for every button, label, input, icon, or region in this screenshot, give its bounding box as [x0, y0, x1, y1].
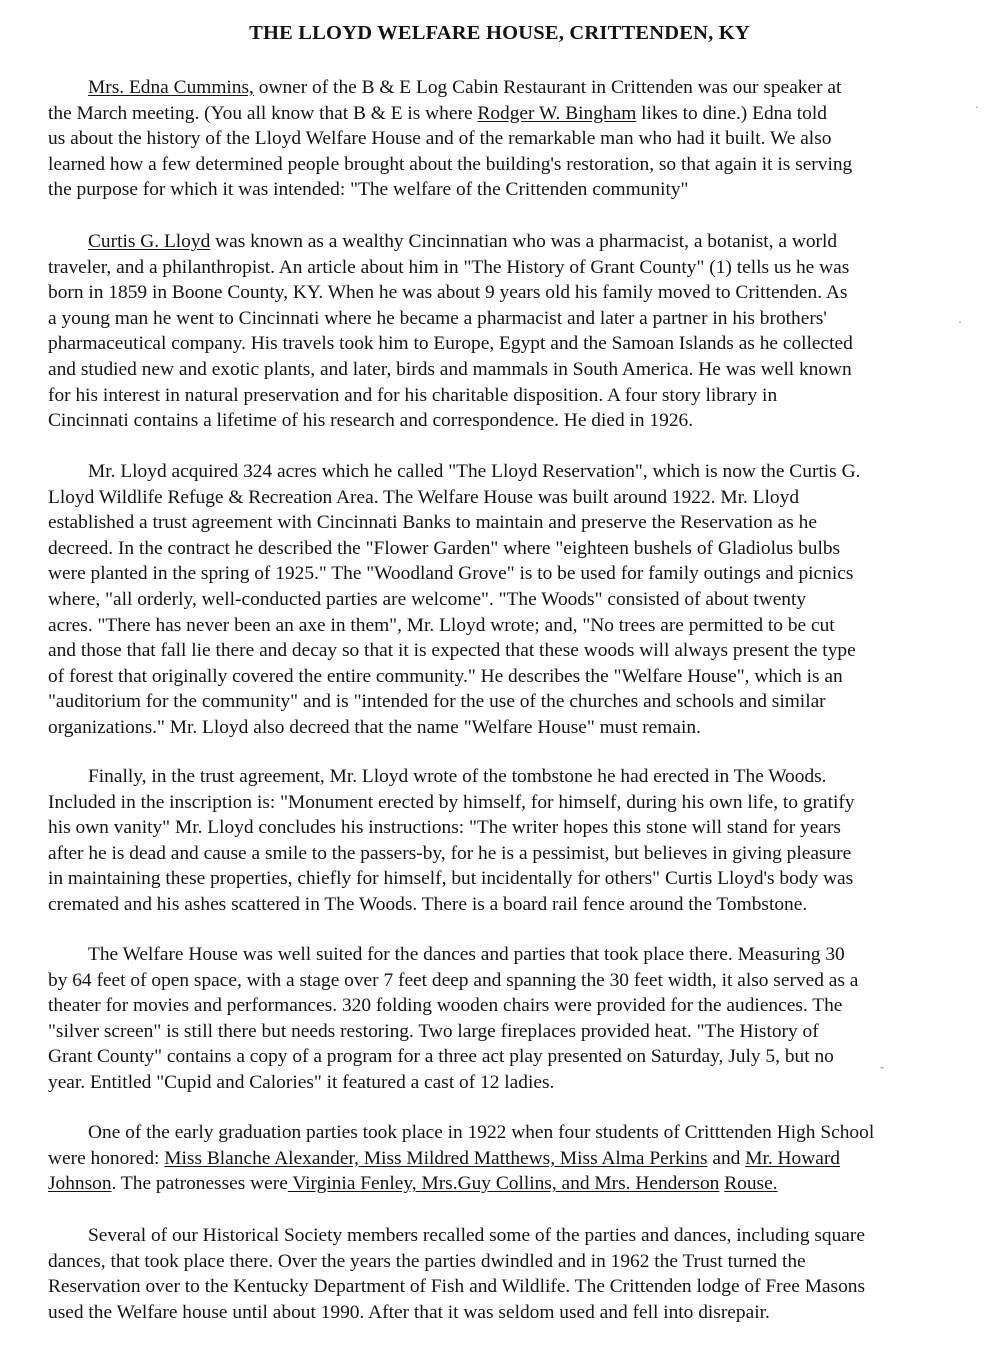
- text-run: Cincinnati contains a lifetime of his research and correspondence. He died in 1926.: [48, 410, 694, 432]
- text-line: [48, 331, 968, 357]
- text-run: year. Entitled "Cupid and Calories" it featured a cast of 12 ladies.: [48, 1071, 555, 1093]
- text-run: "auditorium for the community" and is "intended for the use of the churches and schools and similar: [48, 691, 826, 713]
- underlined-text: Virginia Fenley, Mrs.Guy Collins, and Mrs. Henderson: [287, 1173, 720, 1195]
- paragraph-curtis-lloyd-bio: [48, 229, 968, 434]
- text-run: the March meeting. (You all know that B & E is where: [48, 102, 478, 124]
- paragraph-graduation-parties: [48, 1120, 968, 1197]
- text-line: [48, 866, 968, 892]
- text-line: [48, 126, 968, 152]
- text-line: [48, 689, 968, 715]
- text-line: [48, 408, 968, 434]
- text-run: were planted in the spring of 1925." The "Woodland Grove" is to be used for family outings and picnics: [48, 563, 854, 585]
- text-line: [48, 815, 968, 841]
- text-run: "silver screen" is still there but needs restoring. Two large fireplaces provided heat. "The History of: [48, 1020, 819, 1042]
- text-line: [48, 942, 968, 968]
- text-run: of forest that originally covered the entire community." He describes the "Welfare House", which is an: [48, 665, 843, 687]
- text-line: [48, 664, 968, 690]
- text-line: [48, 75, 968, 101]
- text-line: [48, 1044, 968, 1070]
- text-line: [48, 152, 968, 178]
- text-run: were honored:: [48, 1147, 165, 1169]
- text-run: and studied new and exotic plants, and later, birds and mammals in South America. He was well known: [48, 358, 852, 380]
- text-line: [48, 587, 968, 613]
- text-run: Mr. Lloyd acquired 324 acres which he called "The Lloyd Reservation", which is now the Curtis G.: [88, 461, 861, 482]
- text-line: [48, 1070, 968, 1096]
- text-line: [48, 459, 968, 485]
- paragraph-decline-disrepair: [48, 1223, 968, 1325]
- text-run: theater for movies and performances. 320 folding wooden chairs were provided for the audiences. The: [48, 995, 843, 1017]
- text-run: was known as a wealthy Cincinnatian who was a pharmacist, a botanist, a world: [210, 231, 838, 252]
- text-line: [48, 1120, 968, 1146]
- text-line: [48, 255, 968, 281]
- scan-speck: ·: [958, 315, 962, 329]
- text-run: for his interest in natural preservation and for his charitable disposition. A four story library in: [48, 384, 778, 406]
- underlined-text: Johnson: [48, 1173, 112, 1195]
- text-run: The Welfare House was well suited for the dances and parties that took place there. Measuring 30: [88, 944, 845, 965]
- text-run: decreed. In the contract he described the "Flower Garden" where "eighteen bushels of Gladiolus bulbs: [48, 537, 841, 559]
- text-run: cremated and his ashes scattered in The Woods. There is a board rail fence around the Tombstone.: [48, 893, 808, 915]
- text-line: [48, 510, 968, 536]
- text-line: [48, 790, 968, 816]
- text-line: [48, 1300, 968, 1326]
- text-line: [48, 1019, 968, 1045]
- text-line: [48, 1223, 968, 1249]
- text-run: organizations." Mr. Lloyd also decreed that the name "Welfare House" must remain.: [48, 716, 701, 738]
- text-line: [48, 613, 968, 639]
- text-line: [48, 561, 968, 587]
- text-run: likes to dine.) Edna told: [636, 102, 827, 124]
- text-run: Reservation over to the Kentucky Department of Fish and Wildlife. The Crittenden lodge of Free Masons: [48, 1276, 866, 1298]
- text-line: [48, 1171, 968, 1197]
- text-run: established a trust agreement with Cincinnati Banks to maintain and preserve the Reservation as he: [48, 512, 817, 534]
- text-run: born in 1859 in Boone County, KY. When he was about 9 years old his family moved to Crittenden. As: [48, 282, 848, 304]
- text-run: pharmaceutical company. His travels took him to Europe, Egypt and the Samoan Islands as he collected: [48, 333, 853, 355]
- text-run: and: [707, 1147, 746, 1169]
- text-line: [48, 764, 968, 790]
- text-line: [48, 1146, 968, 1172]
- text-line: [48, 485, 968, 511]
- text-line: [48, 357, 968, 383]
- text-line: [48, 280, 968, 306]
- text-line: [48, 1249, 968, 1275]
- text-line: [48, 1274, 968, 1300]
- underlined-text: Mr. Howard: [745, 1147, 840, 1169]
- paragraph-trust-agreement-tombstone: [48, 764, 968, 918]
- text-run: learned how a few determined people brought about the building's restoration, so that again it is serving: [48, 153, 853, 175]
- text-run: us about the history of the Lloyd Welfare House and of the remarkable man who had it built. We also: [48, 128, 832, 150]
- text-run: where, "all orderly, well-conducted parties are welcome". "The Woods" consisted of about twenty: [48, 588, 807, 610]
- text-run: acres. "There has never been an axe in them", Mr. Lloyd wrote; and, "No trees are permitted to be cut: [48, 614, 835, 636]
- paragraph-speaker-intro: [48, 75, 968, 203]
- text-line: [48, 383, 968, 409]
- text-run: Several of our Historical Society members recalled some of the parties and dances, including square: [88, 1225, 865, 1246]
- underlined-text: Rodger W. Bingham: [477, 102, 637, 124]
- text-run: traveler, and a philanthropist. An article about him in "The History of Grant County" (1) tells us he was: [48, 256, 850, 278]
- page-title: THE LLOYD WELFARE HOUSE, CRITTENDEN, KY: [249, 22, 750, 44]
- text-run: in maintaining these properties, chiefly for himself, but incidentally for others" Curtis Lloyd's body was: [48, 868, 854, 890]
- text-run: Lloyd Wildlife Refuge & Recreation Area. The Welfare House was built around 1922. Mr. Lloyd: [48, 486, 800, 508]
- text-line: [48, 177, 968, 203]
- text-run: the purpose for which it was intended: "The welfare of the Crittenden community": [48, 179, 689, 201]
- text-run: and those that fall lie there and decay so that it is expected that these woods will always present the type: [48, 640, 856, 662]
- text-run: Finally, in the trust agreement, Mr. Lloyd wrote of the tombstone he had erected in The Woods.: [88, 766, 827, 787]
- text-run: Grant County" contains a copy of a program for a three act play presented on Saturday, July 5, but no: [48, 1046, 834, 1068]
- text-line: [48, 715, 968, 741]
- text-line: [48, 306, 968, 332]
- text-line: [48, 229, 968, 255]
- scan-speck: ·: [975, 100, 979, 114]
- scan-speck: ˇ: [880, 1064, 884, 1078]
- text-run: after he is dead and cause a smile to the passers-by, for he is a pessimist, but believes in giving pleasure: [48, 842, 852, 864]
- text-line: [48, 892, 968, 918]
- text-run: by 64 feet of open space, with a stage over 7 feet deep and spanning the 30 feet width, it also served as a: [48, 969, 859, 991]
- text-run: dances, that took place there. Over the years the parties dwindled and in 1962 the Trust turned the: [48, 1250, 806, 1272]
- text-run: owner of the B & E Log Cabin Restaurant in Crittenden was our speaker at: [253, 77, 842, 98]
- underlined-text: Miss Blanche Alexander, Miss Mildred Matthews, Miss Alma Perkins: [164, 1147, 708, 1169]
- underlined-text: Curtis G. Lloyd: [88, 231, 211, 252]
- paragraph-lloyd-reservation: [48, 459, 968, 741]
- text-run: Included in the inscription is: "Monument erected by himself, for himself, during his own life, to gratify: [48, 791, 855, 813]
- underlined-text: Mrs. Edna Cummins,: [88, 77, 254, 98]
- text-run: used the Welfare house until about 1990. After that it was seldom used and fell into disrepair.: [48, 1301, 770, 1323]
- underlined-text: Rouse.: [724, 1173, 778, 1195]
- text-line: [48, 968, 968, 994]
- text-line: [48, 101, 968, 127]
- text-run: . The patronesses were: [111, 1173, 288, 1195]
- paragraph-welfare-house-description: [48, 942, 968, 1096]
- text-run: a young man he went to Cincinnati where he became a pharmacist and later a partner in his brothers': [48, 307, 827, 329]
- text-line: [48, 841, 968, 867]
- text-run: One of the early graduation parties took place in 1922 when four students of Critttenden High School: [88, 1122, 875, 1143]
- text-line: [48, 993, 968, 1019]
- text-line: [48, 536, 968, 562]
- text-line: [48, 638, 968, 664]
- text-run: his own vanity" Mr. Lloyd concludes his instructions: "The writer hopes this stone will stand for years: [48, 817, 841, 839]
